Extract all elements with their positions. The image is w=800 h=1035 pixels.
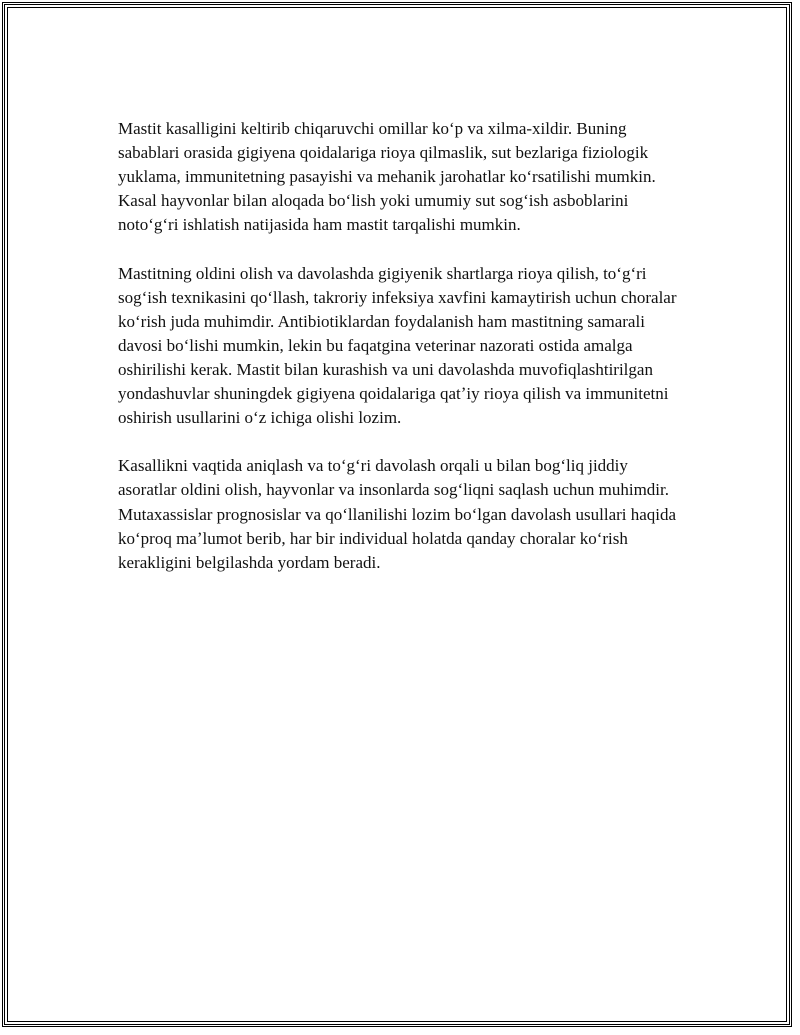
paragraph-mastit-causes: Mastit kasalligini keltirib chiqaruvchi omillar koʻp va xilma-xildir. Buning sabablari orasida gigiyena qoidalariga rioya qilmaslik, sut bezlariga fiziologik yuklama, immunitetning pasayishi va mehanik jarohatlar koʻrsatilishi mumkin. Kasal hayvonlar bilan aloqada boʻlish yoki umumiy sut sogʻish asboblarini notoʻgʻri ishlatish natijasida ham mastit tarqalishi mumkin.	[118, 119, 656, 235]
document-body	[118, 117, 684, 599]
paragraph-prevention-treatment: Mastitning oldini olish va davolashda gigiyenik shartlarga rioya qilish, toʻgʻri sogʻish texnikasini qoʻllash, takroriy infeksiya xavfini kamaytirish uchun choralar koʻrish juda muhimdir. Antibiotiklardan foydalanish ham mastitning samarali davosi boʻlishi mumkin, lekin bu faqatgina veterinar nazorati ostida amalga oshirilishi kerak. Mastit bilan kurashish va uni davolashda muvofiqlashtirilgan yondashuvlar shuningdek gigiyena qoidalariga qatʼiy rioya qilish va immunitetni oshirish usullarini oʻz ichiga olishi lozim.	[118, 263, 677, 428]
paragraph-early-diagnosis: Kasallikni vaqtida aniqlash va toʻgʻri davolash orqali u bilan bogʻliq jiddiy asoratlar oldini olish, hayvonlar va insonlarda sogʻliqni saqlash uchun muhimdir. Mutaxassislar prognosislar va qoʻllanilishi lozim boʻlgan davolash usullari haqida koʻproq maʼlumot berib, har bir individual holatda qanday choralar koʻrish kerakligini belgilashda yordam beradi.	[118, 456, 677, 572]
